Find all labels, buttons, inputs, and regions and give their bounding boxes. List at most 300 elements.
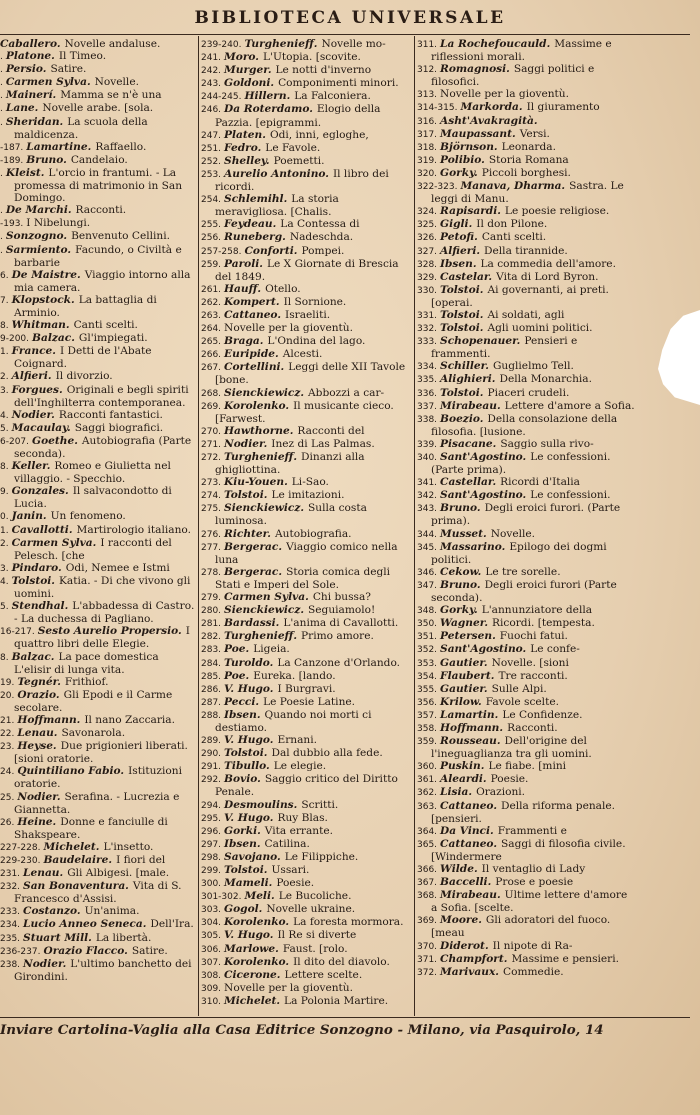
catalog-entry <box>201 734 412 747</box>
catalog-entry <box>417 863 635 876</box>
entry-author: Braga. <box>224 335 264 348</box>
entry-number: 9-200. <box>0 334 30 345</box>
entry-author: La Rochefoucauld. <box>440 38 551 50</box>
entry-title: Il don Pilone. <box>476 218 548 231</box>
entry-author: V. Hugo. <box>224 811 274 824</box>
entry-title: Lettere d'amore a Sofia. <box>504 399 635 412</box>
entry-number: 352. <box>417 645 438 656</box>
catalog-entry <box>201 309 412 322</box>
catalog-entry <box>201 296 412 309</box>
entry-author: Mirabeau. <box>440 889 501 902</box>
entry-number: 303. <box>201 905 222 916</box>
catalog-entry <box>417 38 635 63</box>
entry-title: Ricordi d'Italia <box>500 476 580 489</box>
entry-number: . <box>0 232 3 243</box>
entry-title: Inez di Las Palmas. <box>271 437 375 450</box>
entry-number: 277. <box>201 542 222 553</box>
entry-number: 367. <box>417 878 438 889</box>
entry-author: Sheridan. <box>5 115 64 128</box>
entry-title: L'anima di Cavallotti. <box>283 617 399 630</box>
entry-title: Ultime lettere d'amore a Sofia. [scelte. <box>431 889 628 915</box>
entry-author: Pindaro. <box>11 561 62 574</box>
entry-author: V. Hugo. <box>224 734 274 747</box>
entry-author: Markorda. <box>460 101 523 114</box>
catalog-entry <box>0 485 196 510</box>
entry-number: -187. <box>0 142 24 153</box>
entry-author: Champfort. <box>440 952 508 965</box>
entry-author: Goethe. <box>32 434 78 447</box>
entry-title: Originali e begli spiriti dell'Inghilterra contemporanea. <box>14 383 189 409</box>
entry-number: 251. <box>201 143 222 154</box>
entry-author: Janin. <box>11 510 47 523</box>
entry-title: Viaggio comico nella luna <box>215 540 398 566</box>
entry-number: . <box>0 168 3 179</box>
entry-author: Murger. <box>224 64 272 77</box>
entry-author: Sant'Agostino. <box>440 489 527 502</box>
entry-title: La battaglia di Arminio. <box>14 293 157 319</box>
entry-number: 266. <box>201 350 222 361</box>
entry-number: 261. <box>201 284 222 295</box>
entry-number: 284. <box>201 658 222 669</box>
catalog-entry <box>417 953 635 966</box>
entry-title: Poesie. <box>490 773 529 786</box>
catalog-entry <box>0 562 196 575</box>
catalog-entry <box>201 193 412 218</box>
entry-author: Alighieri. <box>440 373 496 386</box>
entry-title: Il libro dei ricordi. <box>215 167 389 194</box>
entry-author: Tolstoi. <box>440 386 484 399</box>
catalog-entry <box>417 128 635 141</box>
entry-number: 241. <box>201 53 222 64</box>
entry-author: Goldoni. <box>224 77 275 90</box>
column-divider-2 <box>414 36 415 1016</box>
entry-number: 265. <box>201 337 222 348</box>
catalog-entry <box>201 283 412 296</box>
entry-author: Nodier. <box>17 790 61 803</box>
entry-number: 331. <box>417 310 438 321</box>
entry-author: Aurelio Antonino. <box>224 167 329 180</box>
entry-author: Sarmiento. <box>5 243 72 256</box>
entry-author: Sienckiewicz. <box>224 502 305 515</box>
entry-author: De Maistre. <box>11 268 81 281</box>
catalog-entry <box>0 945 196 958</box>
entry-title: L'abbadessa di Castro. - La duchessa di Pagliano. <box>14 600 195 626</box>
entry-title: Le Filippiche. <box>284 850 359 863</box>
catalog-entry <box>201 451 412 476</box>
entry-author: Alfieri. <box>440 244 481 257</box>
catalog-entry <box>201 943 412 956</box>
entry-number: 295. <box>201 813 222 824</box>
catalog-entry <box>417 489 635 502</box>
entry-author: Heyse. <box>17 740 57 753</box>
entry-number: 335. <box>417 375 438 386</box>
entry-title: L'ultimo banchetto dei Girondini. <box>14 957 192 983</box>
entry-title: Tre racconti. <box>498 669 568 682</box>
entry-title: Raffaello. <box>95 140 147 153</box>
entry-title: Ernani. <box>277 734 317 747</box>
catalog-entry <box>201 155 412 168</box>
entry-title: Abbozzi a car- <box>308 386 385 399</box>
entry-title: Ussari. <box>271 864 310 876</box>
catalog-entry <box>201 956 412 969</box>
catalog-entry <box>417 400 635 413</box>
entry-number: 298. <box>201 852 222 863</box>
entry-author: Schlemihl. <box>224 193 288 206</box>
entry-author: France. <box>11 345 56 358</box>
entry-title: Novelle. <box>490 527 536 540</box>
entry-author: Tolstoi. <box>11 574 55 587</box>
catalog-entry <box>0 537 196 562</box>
entry-author: Hawthorne. <box>224 424 294 437</box>
entry-number: 229-230. <box>0 856 41 866</box>
entry-title: Saggi biografici. <box>74 421 164 434</box>
entry-title: Facundo, o Civiltà e barbarie <box>14 243 182 269</box>
entry-number: 16-217. <box>0 627 35 638</box>
entry-author: Hillern. <box>244 90 291 103</box>
entry-title: Pompei. <box>301 244 345 257</box>
entry-number: 259. <box>201 259 222 270</box>
entry-title: Orazioni. <box>476 786 526 799</box>
catalog-entry <box>417 566 635 579</box>
entry-author: Turghenieff. <box>224 451 298 463</box>
entry-number: 327. <box>417 246 438 257</box>
entry-title: I Detti de l'Abate Coignard. <box>14 345 152 371</box>
catalog-entry <box>417 245 635 258</box>
entry-author: Hauff. <box>224 282 262 295</box>
entry-number: . <box>0 52 3 63</box>
catalog-entry <box>201 168 412 193</box>
catalog-entry <box>417 271 635 284</box>
catalog-entry <box>0 76 196 89</box>
entry-author: Carmen Sylva. <box>224 591 309 604</box>
entry-author: Nodier. <box>23 957 67 970</box>
entry-number: 341. <box>417 478 438 489</box>
entry-title: Sastra. Le leggi di Manu. <box>431 180 624 206</box>
entry-title: La pace domestica L'elisir di lunga vita. <box>14 650 159 676</box>
catalog-entry <box>417 476 635 489</box>
entry-number: 26. <box>0 817 15 828</box>
entry-author: Petofi. <box>440 231 478 244</box>
entry-number: 275. <box>201 504 222 515</box>
entry-title: Della riforma penale. [pensieri. <box>431 799 615 825</box>
catalog-entry <box>201 38 412 51</box>
entry-title: Gl'impiegati. <box>78 332 148 345</box>
entry-title: Le poesie religiose. <box>504 205 610 218</box>
entry-author: Orazio Flacco. <box>43 944 128 957</box>
catalog-entry <box>201 348 412 361</box>
entry-title: Guglielmo Tell. <box>492 360 574 373</box>
catalog-entry <box>201 476 412 489</box>
catalog-entry <box>417 773 635 786</box>
catalog-entry <box>201 643 412 656</box>
entry-author: Kiu-Youen. <box>224 476 288 489</box>
entry-title: Massime e riflessioni morali. <box>431 38 612 64</box>
entry-title: Le Bucoliche. <box>278 890 352 903</box>
entry-title: Otello. <box>265 282 301 295</box>
entry-number: 371. <box>417 954 438 965</box>
catalog-entry <box>0 524 196 537</box>
entry-title: Un fenomeno. <box>50 510 126 523</box>
entry-author: Paroli. <box>224 257 263 270</box>
catalog-entry <box>201 760 412 773</box>
entry-number: 361. <box>417 775 438 786</box>
entry-author: Quintiliano Fabio. <box>17 765 125 778</box>
catalog-entry <box>201 129 412 142</box>
entry-number: 314-315. <box>417 103 458 114</box>
entry-title: Satire. <box>50 63 87 76</box>
catalog-entry <box>0 102 196 115</box>
entry-number: 2. <box>0 538 9 549</box>
entry-author: Platen. <box>224 128 266 141</box>
catalog-entry <box>201 425 412 438</box>
entry-title: Le X Giornate di Brescia del 1849. <box>215 257 399 283</box>
catalog-entry <box>0 409 196 422</box>
entry-title: Autobiografia (Parte seconda). <box>14 434 192 460</box>
catalog-entry <box>417 309 635 322</box>
entry-author: Carmen Sylva. <box>5 76 91 89</box>
catalog-entry <box>417 643 635 656</box>
entry-title: Ai soldati, agli <box>487 308 565 321</box>
catalog-entry <box>417 786 635 799</box>
entry-author: Cicerone. <box>224 968 281 981</box>
entry-author: Korolenko. <box>224 916 290 929</box>
catalog-entry <box>201 258 412 283</box>
entry-title: Candelaio. <box>70 153 128 166</box>
entry-number: 242. <box>201 66 222 77</box>
catalog-entry <box>0 905 196 918</box>
entry-title: Vita di Lord Byron. <box>496 270 599 283</box>
entry-number: 292. <box>201 775 222 786</box>
catalog-entry <box>417 63 635 88</box>
entry-title: Il Re si diverte <box>277 929 357 942</box>
entry-number: 233. <box>0 907 21 918</box>
entry-number: 313. <box>417 90 438 101</box>
entry-number: 232. <box>0 882 21 893</box>
entry-title: Gli Epodi e il Carme secolare. <box>14 688 173 714</box>
entry-author: Savojano. <box>224 850 281 863</box>
entry-number: 8. <box>0 462 9 473</box>
catalog-entry <box>0 625 196 650</box>
catalog-entry <box>417 760 635 773</box>
catalog-entry <box>0 63 196 76</box>
entry-title: Viaggio intorno alla mia camera. <box>14 268 191 294</box>
entry-number: 332. <box>417 324 438 335</box>
entry-number: 5. <box>0 423 9 434</box>
catalog-entry <box>417 528 635 541</box>
catalog-entry <box>201 541 412 566</box>
entry-number: 336. <box>417 388 438 399</box>
entry-author: Cattaneo. <box>440 799 498 812</box>
entry-number: 328. <box>417 259 438 270</box>
entry-author: Cattaneo. <box>440 837 498 850</box>
entry-title: Il Sornione. <box>283 295 347 308</box>
catalog-entry <box>201 245 412 258</box>
entry-number: 256. <box>201 233 222 244</box>
entry-number: 310. <box>201 996 222 1007</box>
entry-title: Li-Sao. <box>291 476 329 489</box>
footer-rule <box>0 1017 690 1018</box>
entry-author: Sienckiewicz. <box>224 386 305 399</box>
catalog-entry <box>201 142 412 155</box>
entry-author: Petersen. <box>440 630 496 643</box>
entry-title: Saggi di filosofia civile. [Windermere <box>431 837 626 863</box>
entry-number: 337. <box>417 401 438 412</box>
catalog-entry <box>0 575 196 600</box>
entry-number: 324. <box>417 207 438 218</box>
entry-author: Heine. <box>17 815 57 828</box>
entry-number: 345. <box>417 542 438 553</box>
entry-title: Componimenti minori. <box>278 77 399 90</box>
catalog-entry <box>201 489 412 502</box>
catalog-entry <box>417 360 635 373</box>
catalog-entry <box>0 332 196 345</box>
catalog-entry <box>201 103 412 128</box>
entry-author: Lisia. <box>440 786 473 799</box>
entry-author: Puskin. <box>440 760 485 773</box>
catalog-entry <box>0 460 196 485</box>
entry-title: Odi, Nemee e Istmi <box>65 561 170 574</box>
entry-number: 300. <box>201 879 222 890</box>
catalog-entry <box>417 115 635 128</box>
entry-number: 23. <box>0 742 15 753</box>
entry-title: Della Monarchia. <box>499 373 592 386</box>
entry-number: 299. <box>201 866 222 876</box>
entry-title: Eureka. [lando. <box>253 669 336 682</box>
catalog-entry <box>201 77 412 90</box>
catalog-entry <box>417 451 635 476</box>
catalog-entry <box>201 322 412 335</box>
entry-author: V. Hugo. <box>224 929 274 942</box>
entry-title: Novelle. <box>94 76 139 89</box>
entry-number: 363. <box>417 801 438 812</box>
entry-number: 0. <box>0 512 9 523</box>
catalog-entry <box>417 735 635 760</box>
catalog-entry <box>0 841 196 854</box>
header-rule <box>0 34 690 35</box>
entry-author: Aleardi. <box>440 773 487 786</box>
entry-title: Ai governanti, ai preti. [operai. <box>431 283 609 309</box>
torn-page-edge <box>658 310 700 405</box>
entry-title: Novelle per la gioventù. <box>440 88 569 101</box>
entry-title: L'Ondina del lago. <box>267 335 366 348</box>
entry-number: 301-302. <box>201 892 242 903</box>
entry-title: Il nipote di Ra- <box>492 939 573 952</box>
entry-title: La commedia dell'amore. <box>480 257 616 270</box>
catalog-entry <box>201 438 412 451</box>
entry-title: Alcesti. <box>282 348 323 361</box>
catalog-entry <box>201 864 412 877</box>
catalog-entry <box>417 617 635 630</box>
entry-title: Le notti d'inverno <box>275 64 372 77</box>
entry-number: 340. <box>417 453 438 463</box>
catalog-column-1 <box>0 38 196 1013</box>
entry-author: Gogol. <box>224 903 263 916</box>
entry-author: Feydeau. <box>224 218 277 231</box>
entry-author: Persio. <box>5 63 47 76</box>
entry-author: Lamartin. <box>440 708 499 721</box>
catalog-entry <box>0 740 196 765</box>
entry-number: 21. <box>0 715 15 726</box>
entry-title: La Falconiera. <box>294 90 371 103</box>
entry-title: Benvenuto Cellini. <box>71 230 170 243</box>
entry-author: Poe. <box>224 643 250 656</box>
catalog-entry <box>0 600 196 625</box>
entry-title: Istituzioni oratorie. <box>14 765 182 791</box>
catalog-entry <box>0 422 196 435</box>
entry-number: 372. <box>417 967 438 978</box>
entry-author: Bergerac. <box>224 565 283 578</box>
entry-number: 296. <box>201 826 222 837</box>
entry-title: Fuochi fatui. <box>499 630 568 643</box>
entry-number: . <box>0 104 3 115</box>
entry-title: Leonarda. <box>501 140 556 153</box>
catalog-entry <box>201 231 412 244</box>
entry-number: 354. <box>417 671 438 682</box>
entry-title: Il dito del diavolo. <box>293 955 390 968</box>
entry-title: Prose e poesie <box>495 876 574 889</box>
entry-number: 343. <box>417 504 438 515</box>
catalog-entry <box>201 877 412 890</box>
entry-author: Manava, Dharma. <box>460 180 566 193</box>
catalog-entry <box>417 825 635 838</box>
catalog-entry <box>0 651 196 676</box>
entry-author: Schiller. <box>440 360 489 373</box>
entry-number: . <box>0 206 3 217</box>
entry-title: Primo amore. <box>301 630 374 643</box>
entry-title: Autobiografia. <box>274 527 352 540</box>
entry-number: 334. <box>417 362 438 373</box>
entry-number: 264. <box>201 324 222 335</box>
catalog-entry <box>417 322 635 335</box>
catalog-entry <box>0 958 196 983</box>
entry-author: Turghenieff. <box>224 630 298 643</box>
entry-author: Shelley. <box>224 154 270 167</box>
entry-title: Saggi politici e filosofici. <box>431 63 595 89</box>
catalog-entry <box>201 657 412 670</box>
entry-author: Poe. <box>224 669 250 682</box>
entry-number: 356. <box>417 697 438 708</box>
entry-number: 290. <box>201 749 222 760</box>
entry-title: Romeo e Giulietta nel villaggio. - Specchio. <box>14 460 171 486</box>
entry-author: De Marchi. <box>5 204 72 217</box>
entry-title: Savonarola. <box>61 727 126 740</box>
entry-title: Favole scelte. <box>485 695 559 708</box>
catalog-entry <box>0 217 196 230</box>
entry-number: 253. <box>201 169 222 180</box>
entry-number: 287. <box>201 697 222 708</box>
entry-number: 350. <box>417 619 438 630</box>
entry-number: 273. <box>201 478 222 489</box>
entry-title: Le elegie. <box>273 760 327 773</box>
entry-title: Il Timeo. <box>58 50 107 63</box>
entry-author: Diderot. <box>440 939 489 952</box>
entry-author: Gigli. <box>440 218 473 231</box>
entry-number: 6. <box>0 270 9 281</box>
entry-title: Quando noi morti ci destiamo. <box>215 708 372 734</box>
entry-title: Le confe- <box>530 643 580 656</box>
entry-number: 317. <box>417 129 438 140</box>
catalog-entry <box>417 579 635 604</box>
entry-title: Novelle per la gioventù. <box>224 322 353 335</box>
entry-number: 333. <box>417 337 438 348</box>
entry-title: L'insetto. <box>103 840 154 853</box>
entry-number: 288. <box>201 710 222 721</box>
entry-author: Sant'Agostino. <box>440 643 527 656</box>
catalog-entry <box>0 932 196 945</box>
entry-title: Racconti del <box>297 424 365 437</box>
entry-author: Gautier. <box>440 682 488 695</box>
entry-number: . <box>0 245 3 256</box>
